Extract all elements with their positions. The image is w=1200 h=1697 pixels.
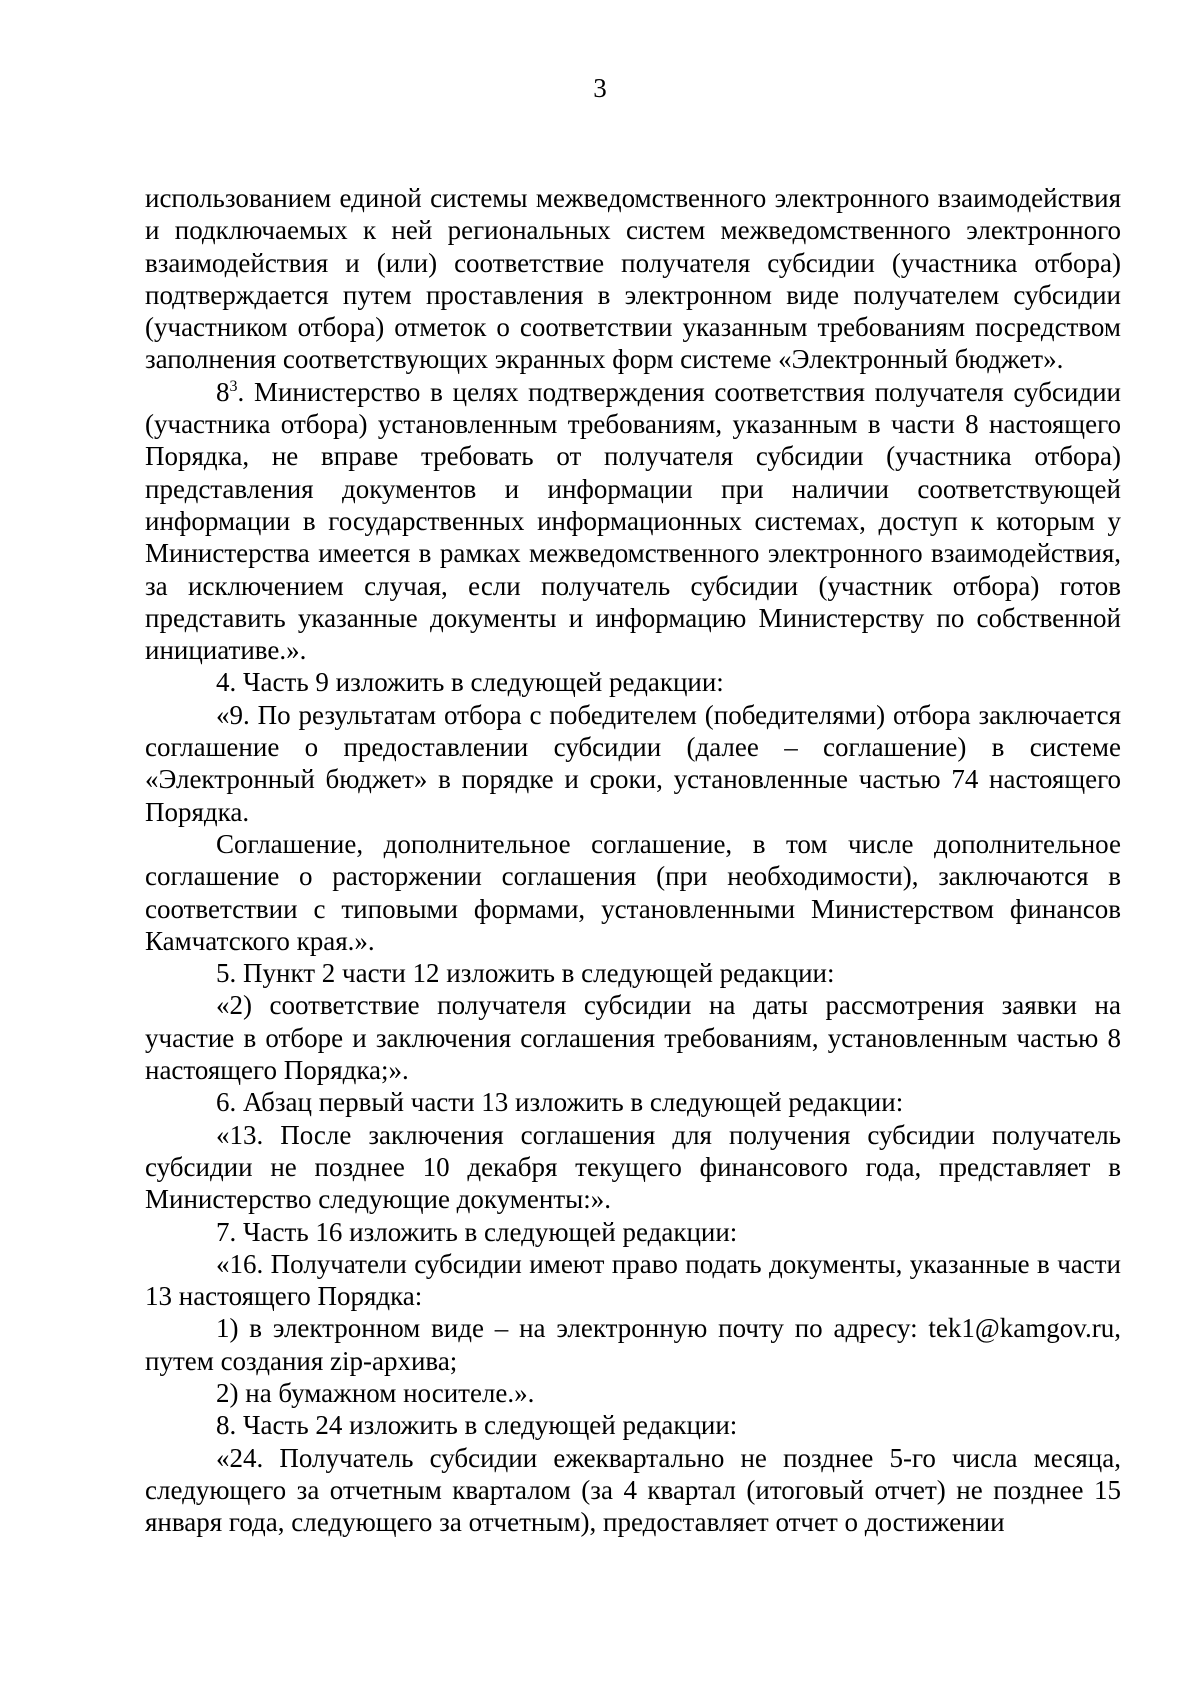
paragraph-text: . Министерство в целях подтверждения соответствия получателя субсидии (участника отбора) установленным требованиям, указанным в части 8 настоящего Порядка, не вправе требовать от получателя субсидии (участника отбора) представления документов и информации при наличии соответствующей информации в государственных информационных системах, доступ к которым у Министерства имеется в рамках межведомственного электронного взаимодействия, за исключением случая, если получатель субсидии (участник отбора) готов представить указанные документы и информацию Министерству по собственной инициативе.».: [145, 376, 1121, 666]
paragraph-subpoint-1: 1) в электронном виде – на электронную почту по адресу: tek1@kamgov.ru, путем создания zip-архива;: [145, 1313, 1121, 1376]
paragraph-item-6: 6. Абзац первый части 13 изложить в следующей редакции:: [216, 1087, 904, 1118]
item-number-superscript: 3: [229, 377, 238, 395]
paragraph-subpoint-2: 2) на бумажном носителе.».: [216, 1377, 535, 1408]
paragraph-8-3: [145, 376, 1121, 667]
paragraph-part-13: «13. После заключения соглашения для получения субсидии получатель субсидии не позднее 10 декабря текущего финансового года, представляет в Министерство следующие документы:».: [145, 1119, 1121, 1215]
paragraph-agreement: Соглашение, дополнительное соглашение, в том числе дополнительное соглашение о расторжении соглашения (при необходимости), заключаются в соответствии с типовыми формами, установленными Министерством финансов Камчатского края.».: [145, 828, 1121, 956]
paragraph-continuation: использованием единой системы межведомственного электронного взаимодействия и подключаемых к ней региональных систем межведомственного электронного взаимодействия и (или) соответствие получателя субсидии (участника отбора) подтверждается путем проставления в электронном виде получателем субсидии (участником отбора) отметок о соответствии указанным требованиям посредством заполнения соответствующих экранных форм системе «Электронный бюджет».: [145, 183, 1121, 375]
paragraph-point-2: «2) соответствие получателя субсидии на даты рассмотрения заявки на участие в отборе и заключения соглашения требованиям, установленным частью 8 настоящего Порядка;».: [145, 990, 1121, 1086]
paragraph-item-8: 8. Часть 24 изложить в следующей редакции:: [216, 1410, 738, 1441]
paragraph-item-7: 7. Часть 16 изложить в следующей редакции:: [216, 1216, 738, 1247]
item-number: 8: [216, 376, 230, 407]
paragraph-part-24: «24. Получатель субсидии ежеквартально не позднее 5-го числа месяца, следующего за отчетным кварталом (за 4 квартал (итоговый отчет) не позднее 15 января года, следующего за отчетным), предоставляет отчет о достижении: [145, 1442, 1121, 1538]
paragraph-part-16: «16. Получатели субсидии имеют право подать документы, указанные в части 13 настоящего Порядка:: [145, 1248, 1121, 1312]
document-body: [145, 182, 1121, 1538]
paragraph-part-9: «9. По результатам отбора с победителем (победителями) отбора заключается соглашение о предоставлении субсидии (далее – соглашение) в системе «Электронный бюджет» в порядке и сроки, установленные частью 74 настоящего Порядка.: [145, 699, 1121, 827]
page-number: 3: [593, 73, 607, 103]
paragraph-item-5: 5. Пункт 2 части 12 изложить в следующей редакции:: [216, 958, 835, 989]
paragraph-item-4: 4. Часть 9 изложить в следующей редакции:: [216, 667, 724, 698]
